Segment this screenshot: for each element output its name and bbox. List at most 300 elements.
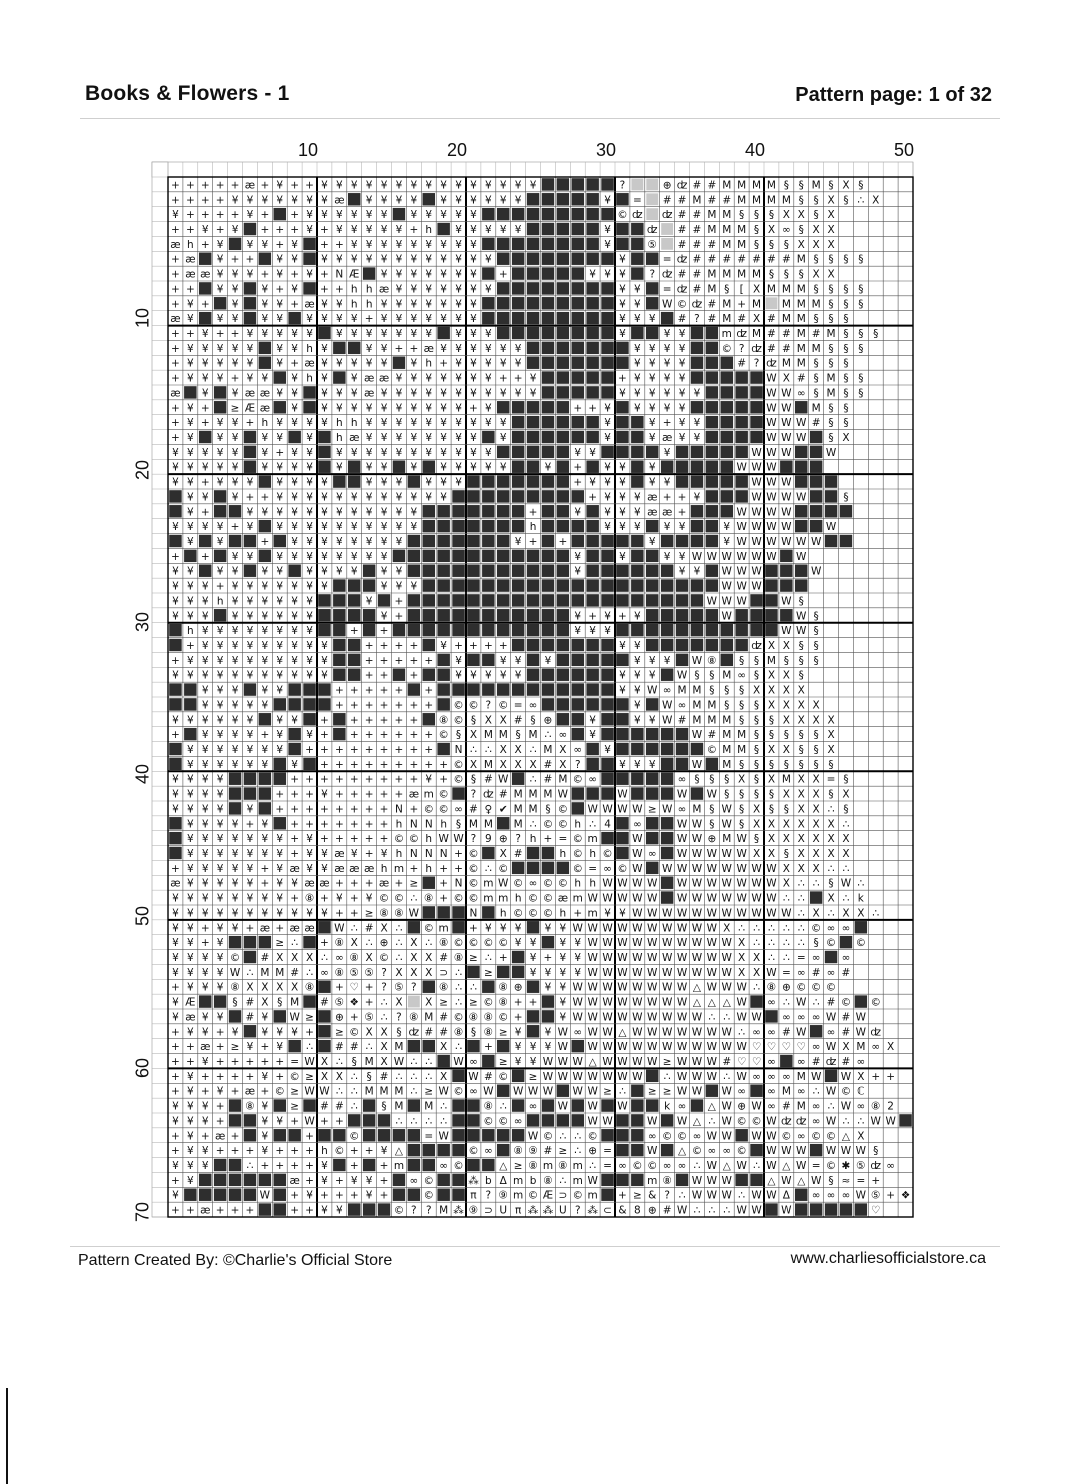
stitch-symbol: ¥ (231, 892, 239, 905)
stitch-symbol: ¥ (261, 313, 269, 326)
stitch-symbol: h (559, 907, 567, 920)
stitch-symbol: ¥ (187, 1026, 194, 1039)
stitch-symbol: # (707, 194, 717, 207)
stitch-symbol: h (529, 521, 537, 534)
stitch-symbol: § (843, 298, 849, 311)
stitch-symbol: § (768, 238, 775, 251)
stitch-symbol: ¥ (187, 313, 194, 326)
stitch-symbol: X (797, 714, 805, 727)
stitch-symbol: X (842, 833, 850, 846)
stitch-symbol: M (722, 669, 732, 682)
stitch-symbol: § (813, 744, 819, 756)
stitch-cell-dark (631, 624, 644, 636)
stitch-symbol: © (393, 892, 405, 905)
stitch-symbol: ¥ (365, 1174, 373, 1187)
stitch-symbol: ¥ (261, 283, 269, 296)
stitch-cell-dark (616, 356, 629, 368)
stitch-symbol: § (753, 788, 760, 801)
stitch-symbol: W (736, 1011, 747, 1024)
stitch-cell-dark (542, 668, 555, 680)
stitch-symbol: § (232, 996, 238, 1009)
stitch-symbol: ¥ (380, 491, 388, 504)
stitch-cell-dark (557, 475, 570, 487)
stitch-cell-dark (542, 490, 555, 502)
stitch-symbol: § (724, 788, 730, 801)
stitch-cell-dark (274, 1129, 287, 1141)
stitch-cell-dark (303, 386, 316, 398)
stitch-symbol: ¥ (231, 1026, 239, 1039)
stitch-symbol: W (766, 1160, 777, 1172)
stitch-cell-dark (497, 327, 510, 339)
stitch-symbol: + (364, 803, 374, 816)
stitch-cell-dark (542, 386, 555, 398)
stitch-cell-dark (408, 921, 421, 933)
stitch-cell-dark (467, 535, 480, 547)
stitch-symbol: N (469, 907, 478, 920)
stitch-cell-dark (542, 847, 555, 859)
stitch-symbol: © (483, 1115, 494, 1128)
stitch-cell-dark (721, 460, 734, 472)
stitch-symbol: æ (647, 491, 658, 504)
stitch-symbol: ¥ (410, 328, 418, 340)
stitch-symbol: X (782, 744, 790, 756)
stitch-symbol: W (617, 1011, 628, 1024)
stitch-symbol: ∞ (737, 1085, 747, 1098)
stitch-symbol: ¥ (231, 669, 239, 682)
stitch-cell-dark (348, 342, 361, 354)
stitch-symbol: + (185, 1204, 195, 1217)
stitch-cell-dark (512, 609, 525, 621)
stitch-symbol: ≥ (275, 937, 285, 950)
stitch-symbol: + (364, 877, 374, 890)
stitch-cell-dark (706, 579, 719, 591)
stitch-symbol: ∞ (811, 1189, 821, 1202)
stitch-symbol: X (812, 699, 820, 712)
stitch-cell-dark (676, 460, 689, 472)
stitch-symbol: ¥ (291, 417, 298, 430)
stitch-cell-dark (437, 594, 450, 606)
stitch-cell-dark (437, 327, 450, 339)
stitch-symbol: W (676, 1070, 688, 1083)
stitch-cell-dark (527, 668, 540, 680)
stitch-symbol: m (393, 1160, 405, 1172)
stitch-symbol: ¥ (604, 238, 611, 251)
stitch-symbol: X (395, 996, 403, 1009)
stitch-symbol: # (841, 966, 851, 979)
stitch-symbol: W (617, 892, 628, 905)
stitch-symbol: X (782, 714, 790, 727)
stitch-symbol: ¥ (306, 417, 313, 430)
stitch-symbol: + (349, 833, 359, 846)
stitch-symbol: ¥ (470, 268, 477, 281)
stitch-cell-dark (229, 936, 242, 948)
stitch-symbol: ∞ (767, 1070, 776, 1083)
stitch-symbol: W (691, 1056, 703, 1068)
stitch-symbol: X (320, 1056, 329, 1068)
stitch-symbol: ∴ (753, 922, 760, 935)
stitch-cell-dark (467, 654, 480, 666)
stitch-cell-dark (274, 1203, 287, 1215)
stitch-cell-dark (318, 1025, 331, 1037)
stitch-symbol: ¥ (216, 744, 224, 756)
stitch-cell-dark (527, 1010, 540, 1022)
stitch-cell-light (646, 193, 658, 205)
stitch-symbol: ¥ (380, 432, 388, 444)
stitch-symbol: ¥ (216, 640, 224, 652)
stitch-symbol: m (513, 1174, 524, 1187)
stitch-cell-dark (378, 1129, 391, 1141)
stitch-symbol: W (647, 996, 658, 1009)
stitch-cell-dark (721, 639, 734, 651)
stitch-symbol: m (483, 892, 494, 905)
stitch-symbol: ¥ (365, 432, 373, 444)
stitch-symbol: © (557, 877, 569, 890)
stitch-symbol: M (543, 788, 553, 801)
stitch-symbol: W (766, 432, 777, 444)
stitch-symbol: + (230, 372, 240, 385)
stitch-symbol: + (290, 1189, 300, 1202)
stitch-cell-dark (557, 698, 570, 710)
stitch-symbol: § (828, 298, 834, 311)
stitch-symbol: # (767, 342, 776, 355)
stitch-symbol: W (542, 1085, 554, 1098)
stitch-symbol: + (573, 907, 583, 920)
stitch-symbol: X (797, 803, 805, 816)
stitch-symbol: ∴ (410, 1115, 418, 1128)
stitch-symbol: + (334, 758, 344, 771)
stitch-symbol: W (825, 1145, 837, 1158)
stitch-symbol: W (736, 833, 747, 846)
row-label-50: 50 (132, 905, 153, 927)
stitch-symbol: # (737, 357, 747, 370)
stitch-symbol: ¥ (187, 476, 194, 489)
stitch-cell-dark (497, 520, 510, 532)
stitch-symbol: W (721, 862, 732, 875)
stitch-cell-dark (661, 728, 674, 740)
stitch-symbol: X (410, 966, 418, 979)
stitch-cell-dark (676, 654, 689, 666)
stitch-symbol: X (782, 699, 790, 712)
stitch-symbol: W (617, 1100, 628, 1113)
stitch-symbol: M (722, 298, 732, 311)
stitch-symbol: ¥ (216, 788, 224, 801)
stitch-cell-dark (288, 728, 301, 740)
stitch-symbol: # (424, 1026, 434, 1039)
stitch-cell-dark (363, 1203, 376, 1215)
stitch-symbol: ¥ (216, 417, 224, 430)
stitch-cell-dark (661, 594, 674, 606)
stitch-symbol: + (185, 640, 195, 652)
stitch-symbol: ¥ (187, 506, 194, 519)
stitch-symbol: W (542, 1056, 554, 1068)
stitch-symbol: W (706, 1070, 718, 1083)
stitch-cell-dark (542, 312, 555, 324)
stitch-symbol: ∞ (737, 669, 747, 682)
stitch-symbol: h (395, 818, 403, 831)
stitch-symbol: W (676, 848, 688, 860)
stitch-symbol: ¥ (187, 1070, 194, 1083)
stitch-symbol: W (587, 952, 598, 964)
stitch-symbol: § (724, 699, 730, 712)
stitch-cell-dark (631, 1084, 644, 1096)
stitch-symbol: + (454, 640, 463, 652)
stitch-cell-dark (452, 535, 465, 547)
stitch-symbol: § (828, 1174, 834, 1187)
stitch-symbol: ¥ (172, 580, 179, 593)
stitch-cell-dark (482, 683, 495, 695)
stitch-symbol: ∞ (513, 1115, 523, 1128)
stitch-symbol: ¥ (663, 328, 671, 340)
stitch-symbol: X (246, 981, 254, 994)
stitch-symbol: ∴ (708, 1011, 716, 1024)
stitch-symbol: W (736, 565, 747, 578)
stitch-cell-dark (467, 1114, 480, 1126)
stitch-cell-dark (467, 564, 480, 576)
stitch-symbol: + (349, 744, 359, 756)
stitch-symbol: W (647, 937, 658, 950)
stitch-cell-dark (631, 238, 644, 250)
stitch-symbol: W (706, 892, 718, 905)
stitch-symbol: ∴ (827, 803, 835, 816)
stitch-symbol: + (320, 238, 329, 251)
stitch-symbol: © (542, 1130, 554, 1143)
stitch-symbol: ¥ (201, 907, 209, 920)
stitch-symbol: ¥ (410, 238, 418, 251)
stitch-cell-dark (274, 758, 287, 770)
stitch-symbol: + (215, 1204, 225, 1217)
stitch-symbol: ¥ (172, 996, 179, 1009)
stitch-symbol: + (215, 1026, 225, 1039)
stitch-symbol: M (796, 357, 806, 370)
stitch-symbol: + (424, 654, 434, 667)
stitch-symbol: æ (200, 1041, 211, 1054)
stitch-cell-dark (586, 252, 599, 264)
stitch-symbol: ¥ (678, 565, 686, 578)
stitch-symbol: + (260, 1160, 270, 1172)
stitch-symbol: W (796, 1145, 807, 1158)
stitch-symbol: # (767, 253, 776, 266)
stitch-symbol: ¥ (246, 862, 254, 875)
stitch-symbol: ¥ (350, 536, 358, 548)
stitch-cell-dark (527, 564, 540, 576)
stitch-cell-dark (765, 579, 778, 591)
stitch-symbol: W (721, 1085, 732, 1098)
stitch-symbol: △ (499, 1160, 508, 1172)
stitch-symbol: M (752, 179, 762, 192)
stitch-symbol: M (781, 773, 791, 786)
stitch-symbol: + (320, 833, 329, 846)
stitch-cell-dark (259, 787, 272, 799)
stitch-symbol: ¥ (231, 342, 239, 355)
stitch-symbol: X (797, 684, 805, 697)
stitch-cell-dark (721, 401, 734, 413)
stitch-symbol: W (647, 1041, 658, 1054)
stitch-symbol: W (676, 892, 688, 905)
stitch-symbol: h (187, 238, 194, 251)
stitch-symbol: W (751, 1011, 762, 1024)
stitch-symbol: ? (649, 268, 656, 281)
stitch-cell-dark (557, 639, 570, 651)
stitch-symbol: ≥ (528, 1070, 538, 1083)
stitch-symbol: § (381, 1100, 387, 1113)
stitch-symbol: + (871, 1070, 881, 1083)
stitch-cell-dark (229, 535, 242, 547)
stitch-symbol: X (514, 758, 522, 771)
stitch-symbol: X (827, 224, 835, 236)
stitch-symbol: ¥ (470, 209, 477, 222)
stitch-symbol: ¥ (485, 922, 492, 935)
stitch-cell-dark (527, 282, 540, 294)
stitch-cell-dark (780, 609, 793, 621)
stitch-symbol: ¥ (306, 595, 313, 608)
stitch-cell-dark (512, 550, 525, 562)
stitch-symbol: + (409, 773, 419, 786)
stitch-symbol: △ (707, 996, 716, 1009)
stitch-symbol: + (171, 1130, 180, 1143)
stitch-symbol: + (394, 342, 404, 355)
stitch-symbol: ¥ (201, 892, 209, 905)
stitch-symbol: W (587, 996, 598, 1009)
stitch-symbol: ∞ (811, 1100, 821, 1113)
stitch-symbol: + (230, 521, 240, 534)
stitch-symbol: æ (334, 848, 345, 860)
stitch-symbol: ¥ (634, 402, 641, 415)
stitch-symbol: ≥ (498, 1026, 508, 1039)
stitch-symbol: ¥ (306, 610, 313, 623)
stitch-symbol: + (290, 1160, 300, 1172)
stitch-symbol: + (200, 238, 210, 251)
stitch-symbol: W (766, 862, 777, 875)
stitch-symbol: æ (185, 253, 196, 266)
stitch-symbol: W (840, 1100, 852, 1113)
stitch-symbol: W (661, 922, 673, 935)
stitch-cell-dark (661, 758, 674, 770)
stitch-symbol: ¥ (306, 625, 313, 638)
stitch-symbol: + (245, 253, 255, 266)
stitch-symbol: ¥ (321, 342, 328, 355)
stitch-symbol: ¥ (604, 268, 611, 281)
stitch-cell-dark (750, 1144, 763, 1156)
stitch-symbol: ¥ (619, 387, 626, 400)
stitch-symbol: ? (485, 699, 492, 712)
stitch-symbol: X (827, 892, 835, 905)
stitch-symbol: ∴ (246, 1160, 254, 1172)
stitch-symbol: + (171, 283, 180, 296)
stitch-symbol: © (542, 877, 554, 890)
stitch-symbol: + (379, 758, 389, 771)
stitch-symbol: M (856, 1041, 866, 1054)
stitch-symbol: ¥ (336, 179, 343, 192)
stitch-symbol: M (766, 654, 776, 667)
stitch-symbol: π (470, 1189, 477, 1202)
stitch-cell-dark (288, 1040, 301, 1052)
stitch-symbol: ⑧ (424, 892, 434, 905)
stitch-symbol: X (887, 1041, 895, 1054)
stitch-symbol: ⊕ (588, 1145, 598, 1158)
stitch-symbol: + (200, 476, 210, 489)
stitch-cell-dark (363, 1114, 376, 1126)
stitch-symbol: + (513, 996, 523, 1009)
stitch-symbol: ∴ (455, 996, 462, 1009)
stitch-symbol: # (439, 952, 449, 964)
stitch-symbol: + (215, 1070, 225, 1083)
stitch-cell-dark (572, 327, 585, 339)
stitch-symbol: + (364, 729, 374, 742)
stitch-cell-dark (527, 446, 540, 458)
stitch-symbol: + (320, 773, 329, 786)
stitch-symbol: ¥ (321, 654, 328, 667)
stitch-cell-dark (348, 594, 361, 606)
stitch-symbol: ¥ (216, 922, 224, 935)
stitch-symbol: ¥ (201, 580, 209, 593)
stitch-cell-dark (408, 624, 421, 636)
stitch-cell-dark (437, 624, 450, 636)
stitch-symbol: X (380, 1026, 388, 1039)
stitch-symbol: + (439, 773, 449, 786)
stitch-cell-dark (482, 238, 495, 250)
stitch-symbol: + (334, 877, 344, 890)
stitch-symbol: W (721, 803, 732, 816)
stitch-symbol: ¥ (440, 387, 447, 400)
stitch-symbol: W (647, 907, 658, 920)
stitch-symbol: W (766, 387, 777, 400)
stitch-symbol: ∴ (827, 1100, 835, 1113)
stitch-symbol: ¥ (648, 432, 656, 444)
stitch-symbol: ¥ (172, 892, 179, 905)
stitch-cell-dark (542, 208, 555, 220)
stitch-symbol: § (739, 714, 745, 727)
stitch-symbol: © (453, 892, 464, 905)
stitch-symbol: ≥ (364, 907, 374, 920)
stitch-symbol: § (694, 669, 700, 682)
stitch-cell-dark (601, 594, 614, 606)
stitch-symbol: M (796, 253, 806, 266)
stitch-symbol: M (707, 283, 717, 296)
stitch-symbol: ∴ (738, 1189, 745, 1202)
stitch-symbol: ⁂ (527, 1204, 539, 1217)
stitch-cell-dark (437, 505, 450, 517)
stitch-symbol: ♡ (349, 981, 359, 994)
stitch-symbol: M (468, 818, 478, 831)
stitch-symbol: ≥ (469, 952, 478, 964)
stitch-cell-dark (452, 1144, 465, 1156)
stitch-symbol: W (304, 1085, 315, 1098)
stitch-cell-dark (661, 564, 674, 576)
stitch-symbol: N (409, 818, 418, 831)
stitch-symbol: ¥ (470, 224, 477, 236)
stitch-cell-dark (825, 475, 838, 487)
stitch-symbol: W (557, 1041, 569, 1054)
stitch-symbol: § (753, 744, 760, 756)
stitch-symbol: ⑧ (438, 981, 449, 994)
stitch-symbol: W (557, 1056, 569, 1068)
stitch-symbol: W (438, 1130, 449, 1143)
stitch-cell-dark (601, 327, 614, 339)
stitch-cell-dark (318, 594, 331, 606)
stitch-symbol: § (828, 179, 834, 192)
stitch-symbol: © (647, 1160, 658, 1172)
stitch-symbol: § (828, 402, 834, 415)
stitch-symbol: X (842, 432, 850, 444)
stitch-symbol: X (752, 952, 761, 964)
stitch-cell-dark (572, 371, 585, 383)
stitch-symbol: W (632, 833, 643, 846)
stitch-symbol: Æ (349, 268, 360, 281)
stitch-symbol: + (245, 1070, 255, 1083)
stitch-symbol: ¥ (231, 922, 239, 935)
stitch-symbol: æ (214, 1130, 226, 1143)
stitch-cell-dark (557, 624, 570, 636)
